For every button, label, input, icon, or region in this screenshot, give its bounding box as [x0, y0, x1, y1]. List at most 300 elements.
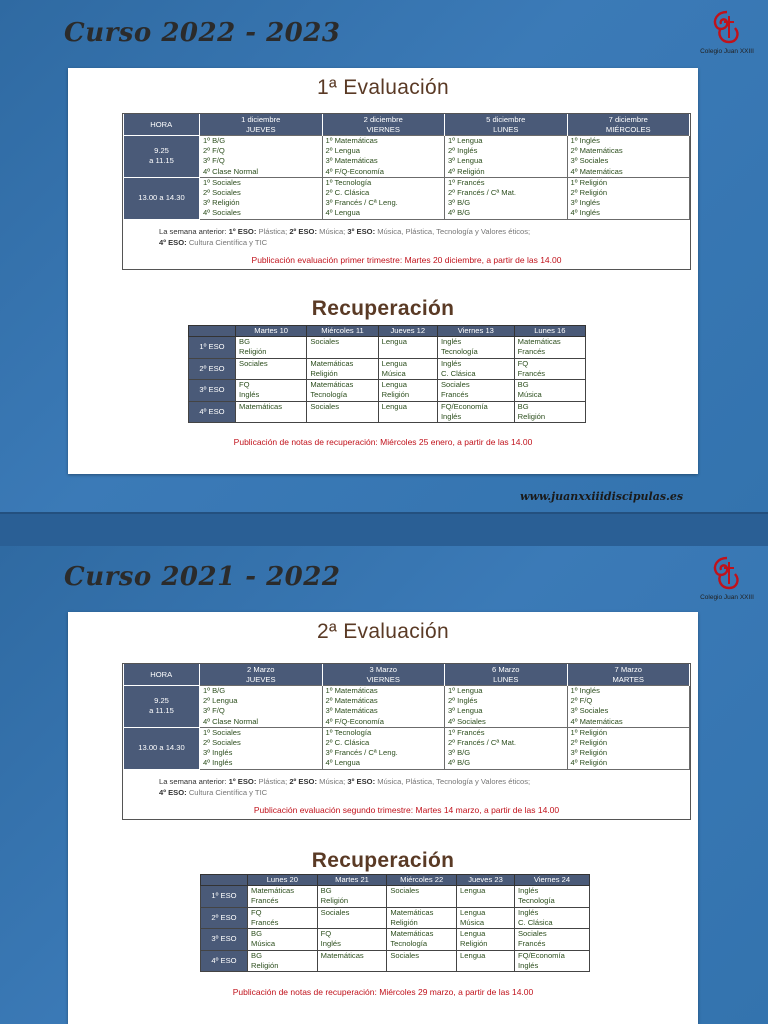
hora-text: 13.00 a 14.30: [138, 743, 185, 753]
subject-entry: Lengua: [460, 929, 486, 939]
subject-entry: C. Clásica: [440, 368, 476, 378]
recuperacion-pub-label: Publicación de notas de recuperación:: [233, 437, 378, 447]
evaluation-title: 1ª Evaluación: [317, 76, 449, 99]
note-prefix: La semana anterior:: [159, 226, 227, 236]
exam-entry: 2º Sociales: [203, 188, 241, 198]
exam-entry: 4º Religión: [448, 166, 485, 176]
recuperacion-day-header: Martes 10: [236, 326, 307, 337]
recuperacion-cell: [236, 358, 307, 380]
subject-entry: BG: [251, 929, 262, 939]
subject-entry: BG: [517, 380, 529, 390]
publication-line: [123, 255, 690, 269]
exam-entry: 4º Inglés: [203, 758, 233, 768]
course-label: 3º ESO: [189, 380, 236, 402]
subject-entry: Matemáticas: [517, 337, 561, 346]
recuperacion-cell: [248, 950, 318, 972]
exam-entry: 4º F/Q-Economía: [325, 716, 384, 726]
note-value: Música, Plástica, Tecnología y Valores éticos;: [377, 226, 531, 236]
publication-line: [123, 805, 690, 819]
subject-entry: Sociales: [390, 950, 420, 960]
exam-entry: 1º B/G: [203, 136, 226, 145]
publication-date: Martes 20 diciembre, a partir de las 14.00: [404, 254, 562, 265]
recuperacion-cell: [378, 401, 437, 423]
exam-entry: 4º Inglés: [570, 208, 600, 218]
subject-entry: FQ/Economía: [440, 401, 488, 411]
subject-entry: Sociales: [517, 929, 547, 939]
exam-entry: 4º B/G: [448, 758, 471, 768]
subject-entry: Religión: [320, 896, 349, 906]
note-key: 2º ESO:: [289, 776, 317, 786]
note-key: 1º ESO:: [228, 226, 257, 236]
recuperacion-cell: [514, 358, 585, 380]
note-key: 3º ESO:: [347, 776, 376, 786]
recuperacion-cell: [514, 380, 585, 402]
hora-cell: [124, 727, 200, 769]
exam-entry: 1º Sociales: [203, 727, 241, 737]
exam-entry: 3º F/Q: [203, 706, 225, 716]
recuperacion-cell: [437, 358, 514, 380]
day-name: VIERNES: [366, 674, 400, 684]
day-date: 7 Marzo: [614, 665, 642, 674]
subject-entry: Lengua: [381, 401, 407, 411]
subject-entry: Matemáticas: [239, 401, 283, 411]
subject-entry: Sociales: [239, 358, 268, 368]
day-date: 1 diciembre: [241, 115, 281, 124]
subject-entry: Matemáticas: [251, 886, 295, 895]
publication-date: Martes 14 marzo, a partir de las 14.00: [415, 804, 560, 815]
recuperacion-pub-label: Publicación de notas de recuperación:: [232, 987, 377, 997]
recuperacion-title: Recuperación: [311, 849, 455, 872]
exam-entry: 2º Lengua: [203, 696, 238, 706]
exam-entry: 3º Inglés: [203, 748, 233, 758]
exam-entry: 3º Francés / Cª Leng.: [325, 198, 398, 208]
recuperacion-cell: [317, 929, 387, 951]
note-value: Música;: [319, 776, 346, 786]
exam-entry: 2º Inglés: [448, 696, 478, 706]
recuperacion-cell: [248, 929, 318, 951]
slide-divider: [0, 512, 768, 548]
recuperacion-cell: [236, 401, 307, 423]
subject-entry: Música: [381, 368, 406, 378]
exam-entry: 4º F/Q-Economía: [325, 166, 384, 176]
exam-entry: 4º Lengua: [325, 758, 360, 768]
recuperacion-header-row: [201, 875, 590, 886]
recuperacion-pub-date: Miércoles 29 marzo, a partir de las 14.00: [379, 987, 534, 997]
evaluation-box: [122, 663, 691, 820]
evaluation-table: [123, 664, 690, 770]
exam-entry: 2º Matemáticas: [570, 146, 623, 156]
evaluation-row: [124, 177, 690, 219]
subject-entry: Tecnología: [390, 939, 428, 949]
subject-entry: Francés: [440, 390, 469, 400]
recuperacion-cell: [387, 929, 457, 951]
exam-entry: 3º Matemáticas: [325, 156, 378, 166]
subject-entry: Lengua: [381, 380, 407, 390]
recuperacion-row: [189, 337, 586, 359]
recuperacion-cell: [457, 907, 515, 929]
subject-entry: Religión: [251, 961, 279, 971]
exam-cell: [445, 727, 568, 769]
publication-label: Publicación evaluación primer trimestre:: [251, 254, 403, 265]
subject-entry: Matemáticas: [390, 929, 434, 939]
exam-entry: 1º Inglés: [570, 686, 600, 695]
subject-entry: Inglés: [517, 886, 539, 895]
subject-entry: Música: [517, 390, 542, 400]
recuperacion-row: [201, 907, 590, 929]
exam-entry: 4º Sociales: [203, 208, 241, 218]
evaluation-row: [124, 136, 690, 178]
exam-entry: 2º C. Clásica: [325, 738, 370, 748]
subject-entry: Religión: [460, 939, 488, 949]
subject-entry: Religión: [239, 347, 267, 357]
recuperacion-day-header: Lunes 16: [514, 326, 585, 337]
recuperacion-cell: [317, 886, 387, 908]
recuperacion-cell: [307, 358, 378, 380]
exam-entry: 1º Lengua: [448, 686, 483, 695]
subject-entry: Matemáticas: [320, 950, 364, 960]
day-name: MIÉRCOLES: [605, 124, 651, 134]
exam-entry: 4º Lengua: [325, 208, 360, 218]
website-link[interactable]: www.juanxxiiidiscipulas.es: [520, 490, 684, 503]
recuperacion-cell: [514, 907, 589, 929]
day-header: [445, 114, 568, 136]
subject-entry: Inglés: [239, 390, 260, 400]
exam-entry: 4º B/G: [448, 208, 471, 218]
hora-cell: [124, 686, 200, 728]
exam-cell: [200, 136, 323, 178]
exam-entry: 3º Lengua: [448, 706, 483, 716]
exam-cell: [322, 686, 445, 728]
exam-entry: 2º F/Q: [570, 696, 593, 706]
recuperacion-cell: [387, 950, 457, 972]
evaluation-card: [68, 612, 698, 1024]
recuperacion-day-header: Lunes 20: [248, 875, 318, 886]
exam-entry: 3º Francés / Cª Leng.: [325, 748, 398, 758]
recuperacion-cell: [437, 380, 514, 402]
curso-title: Curso 2021 - 2022: [64, 562, 341, 592]
hora-text: 13.00 a 14.30: [138, 193, 185, 203]
day-date: 2 Marzo: [247, 665, 275, 674]
recuperacion-cell: [378, 337, 437, 359]
recuperacion-day-header: Miércoles 11: [307, 326, 378, 337]
hora-text: 9.25: [154, 696, 169, 706]
exam-entry: 3º Religión: [570, 748, 608, 758]
subject-entry: Inglés: [320, 939, 341, 949]
recuperacion-cell: [248, 907, 318, 929]
hora-cell: [124, 177, 200, 219]
day-header: [567, 664, 690, 686]
note-value: Plástica;: [258, 776, 288, 786]
recuperacion-cell: [387, 907, 457, 929]
evaluation-row: [124, 686, 690, 728]
recuperacion-cell: [317, 907, 387, 929]
subject-entry: Inglés: [517, 961, 539, 971]
day-name: LUNES: [493, 124, 519, 134]
recuperacion-publication: [68, 437, 698, 447]
evaluation-header-row: [124, 114, 690, 136]
hora-header: HORA: [124, 664, 200, 686]
note-key: 1º ESO:: [228, 776, 257, 786]
recuperacion-day-header: Miércoles 22: [387, 875, 457, 886]
subject-entry: Inglés: [440, 412, 462, 422]
subject-entry: Religión: [381, 390, 410, 400]
recuperacion-row: [201, 886, 590, 908]
subject-entry: Tecnología: [440, 347, 478, 357]
school-logo: [700, 554, 754, 601]
subject-entry: BG: [251, 950, 262, 960]
recuperacion-cell: [307, 380, 378, 402]
note-key: 4º ESO:: [159, 787, 187, 797]
recuperacion-cell: [514, 337, 585, 359]
evaluation-card: [68, 68, 698, 474]
day-date: 5 diciembre: [486, 115, 526, 124]
recuperacion-title: Recuperación: [311, 297, 455, 320]
exam-entry: 2º Religión: [570, 738, 608, 748]
exam-entry: 1º Francés: [448, 177, 485, 187]
exam-entry: 3º Sociales: [570, 706, 609, 716]
subject-entry: Lengua: [460, 886, 486, 895]
subject-entry: Francés: [517, 939, 546, 949]
subject-entry: BG: [320, 886, 332, 895]
subject-entry: BG: [517, 401, 529, 411]
subject-entry: Música: [460, 917, 485, 927]
day-date: 3 Marzo: [369, 665, 397, 674]
subject-entry: FQ: [517, 358, 529, 368]
school-logo: [700, 8, 754, 55]
evaluation-table: [123, 114, 690, 220]
recuperacion-day-header: Martes 21: [317, 875, 387, 886]
hora-cell: [124, 136, 200, 178]
note-key: 4º ESO:: [159, 237, 187, 247]
exam-entry: 3º B/G: [448, 748, 471, 758]
note-value: Cultura Científica y TIC: [188, 237, 268, 247]
exam-cell: [322, 136, 445, 178]
logo-emblem-icon: [707, 554, 747, 594]
day-header: [200, 664, 323, 686]
subject-entry: Sociales: [390, 886, 420, 895]
recuperacion-day-header: Jueves 12: [378, 326, 437, 337]
exam-entry: 3º Lengua: [448, 156, 483, 166]
recuperacion-cell: [317, 950, 387, 972]
course-label: 4º ESO: [189, 401, 236, 423]
evaluation-title: 2ª Evaluación: [317, 620, 449, 643]
exam-entry: 1º Religión: [570, 177, 608, 187]
exam-entry: 1º Tecnología: [325, 177, 372, 187]
evaluation-header-row: [124, 664, 690, 686]
exam-entry: 2º F/Q: [203, 146, 225, 156]
exam-cell: [567, 727, 690, 769]
course-label: 4º ESO: [201, 950, 248, 972]
subject-entry: Francés: [251, 917, 279, 927]
exam-entry: 2º Francés / Cª Mat.: [448, 188, 517, 198]
subject-entry: BG: [239, 337, 250, 346]
day-name: LUNES: [493, 674, 519, 684]
exam-entry: 2º C. Clásica: [325, 188, 370, 198]
recuperacion-cell: [378, 358, 437, 380]
subject-entry: Religión: [390, 917, 418, 927]
recuperacion-cell: [387, 886, 457, 908]
exam-entry: 2º Francés / Cª Mat.: [448, 738, 517, 748]
exam-entry: 4º Clase Normal: [203, 166, 259, 176]
publication-label: Publicación evaluación segundo trimestre:: [253, 804, 414, 815]
day-header: [322, 664, 445, 686]
subject-entry: Religión: [310, 368, 338, 378]
subject-entry: Sociales: [320, 907, 350, 917]
recuperacion-cell: [307, 337, 378, 359]
exam-entry: 4º Religión: [570, 758, 608, 768]
exam-entry: 2º Religión: [570, 188, 608, 198]
course-label: 2º ESO: [201, 907, 248, 929]
evaluation-box: [122, 113, 691, 270]
day-date: 6 Marzo: [492, 665, 520, 674]
exam-entry: 3º Religión: [203, 198, 240, 208]
subject-entry: Sociales: [310, 401, 340, 411]
recuperacion-day-header: Viernes 13: [437, 326, 514, 337]
hora-text: a 11.15: [149, 706, 174, 716]
subject-entry: Tecnología: [310, 390, 348, 400]
note-prefix: La semana anterior:: [159, 776, 227, 786]
recuperacion-cell: [236, 380, 307, 402]
recuperacion-cell: [437, 337, 514, 359]
logo-emblem-icon: [707, 8, 747, 48]
day-name: JUEVES: [245, 124, 276, 134]
exam-entry: 2º Lengua: [325, 146, 360, 156]
subject-entry: Inglés: [440, 358, 462, 368]
exam-entry: 3º Matemáticas: [325, 706, 378, 716]
subject-entry: Francés: [517, 347, 546, 357]
exam-entry: 1º Tecnología: [325, 727, 372, 737]
exam-entry: 4º Matemáticas: [570, 716, 623, 726]
exam-entry: 2º Inglés: [448, 146, 478, 156]
subject-entry: FQ: [320, 929, 332, 939]
exam-entry: 1º Matemáticas: [325, 686, 378, 695]
recuperacion-table: [188, 325, 586, 423]
exam-cell: [200, 177, 323, 219]
exam-cell: [200, 686, 323, 728]
subject-entry: Lengua: [460, 907, 486, 917]
recuperacion-cell: [437, 401, 514, 423]
hora-header: HORA: [124, 114, 200, 136]
day-header: [567, 114, 690, 136]
note-key: 3º ESO:: [347, 226, 376, 236]
exam-cell: [200, 727, 323, 769]
recuperacion-cell: [514, 950, 589, 972]
hora-text: 9.25: [154, 146, 169, 156]
day-date: 7 diciembre: [608, 115, 648, 124]
subject-entry: Sociales: [440, 380, 470, 390]
subject-entry: FQ/Economía: [517, 950, 565, 960]
subject-entry: Inglés: [440, 337, 462, 346]
subject-entry: Lengua: [381, 337, 407, 346]
exam-entry: 1º B/G: [203, 686, 226, 695]
recuperacion-cell: [307, 401, 378, 423]
exam-entry: 1º Religión: [570, 727, 608, 737]
subject-entry: Tecnología: [517, 896, 555, 906]
note-key: 2º ESO:: [289, 226, 317, 236]
exam-entry: 4º Matemáticas: [570, 166, 623, 176]
exam-cell: [445, 177, 568, 219]
subject-entry: Inglés: [517, 907, 539, 917]
exam-entry: 1º Inglés: [570, 136, 600, 145]
subject-entry: C. Clásica: [517, 917, 553, 927]
subject-entry: FQ: [239, 380, 250, 390]
recuperacion-row: [201, 950, 590, 972]
hora-text: a 11.15: [149, 156, 174, 166]
subject-entry: Francés: [517, 368, 546, 378]
recuperacion-header-row: [189, 326, 586, 337]
exam-entry: 1º Lengua: [448, 136, 483, 145]
recuperacion-row: [189, 380, 586, 402]
recuperacion-cell: [514, 401, 585, 423]
exam-entry: 1º Francés: [448, 727, 485, 737]
course-label: 1º ESO: [201, 886, 248, 908]
exam-cell: [567, 177, 690, 219]
exam-entry: 4º Sociales: [448, 716, 486, 726]
course-label: 1º ESO: [189, 337, 236, 359]
day-header: [445, 664, 568, 686]
exam-cell: [567, 686, 690, 728]
exam-entry: 2º Sociales: [203, 738, 241, 748]
subject-entry: Música: [251, 939, 276, 949]
day-name: VIERNES: [366, 124, 400, 134]
day-name: JUEVES: [245, 674, 276, 684]
note-value: Música, Plástica, Tecnología y Valores éticos;: [377, 776, 531, 786]
exam-entry: 2º Matemáticas: [325, 696, 378, 706]
exam-entry: 1º Sociales: [203, 177, 241, 187]
subject-entry: Matemáticas: [310, 380, 354, 390]
note-value: Música;: [319, 226, 346, 236]
recuperacion-cell: [248, 886, 318, 908]
logo-caption: Colegio Juan XXIII: [700, 48, 754, 55]
subject-entry: Matemáticas: [310, 358, 354, 368]
exam-entry: 4º Clase Normal: [203, 716, 259, 726]
recuperacion-day-header: [201, 875, 248, 886]
exam-cell: [567, 136, 690, 178]
recuperacion-cell: [457, 950, 515, 972]
course-label: 2º ESO: [189, 358, 236, 380]
recuperacion-row: [189, 401, 586, 423]
exam-cell: [445, 686, 568, 728]
recuperacion-day-header: Viernes 24: [514, 875, 589, 886]
day-header: [322, 114, 445, 136]
exam-cell: [445, 136, 568, 178]
note-value: Cultura Científica y TIC: [188, 787, 268, 797]
recuperacion-pub-date: Miércoles 25 enero, a partir de las 14.00: [380, 437, 533, 447]
exam-cell: [322, 727, 445, 769]
slide-2: [0, 546, 768, 1024]
exam-entry: 3º Sociales: [570, 156, 609, 166]
exam-entry: 3º Inglés: [570, 198, 600, 208]
recuperacion-day-header: Jueves 23: [457, 875, 515, 886]
recuperacion-row: [201, 929, 590, 951]
course-label: 3º ESO: [201, 929, 248, 951]
day-header: [200, 114, 323, 136]
day-name: MARTES: [612, 674, 644, 684]
recuperacion-publication: [68, 987, 698, 997]
recuperacion-cell: [236, 337, 307, 359]
recuperacion-cell: [514, 886, 589, 908]
curso-title: Curso 2022 - 2023: [64, 18, 341, 48]
recuperacion-cell: [457, 886, 515, 908]
subject-entry: Religión: [517, 412, 546, 422]
recuperacion-cell: [457, 929, 515, 951]
previous-week-note: [123, 770, 690, 798]
subject-entry: Lengua: [381, 358, 407, 368]
exam-entry: 3º F/Q: [203, 156, 225, 166]
subject-entry: Matemáticas: [390, 907, 434, 917]
note-value: Plástica;: [258, 226, 288, 236]
exam-entry: 3º B/G: [448, 198, 471, 208]
